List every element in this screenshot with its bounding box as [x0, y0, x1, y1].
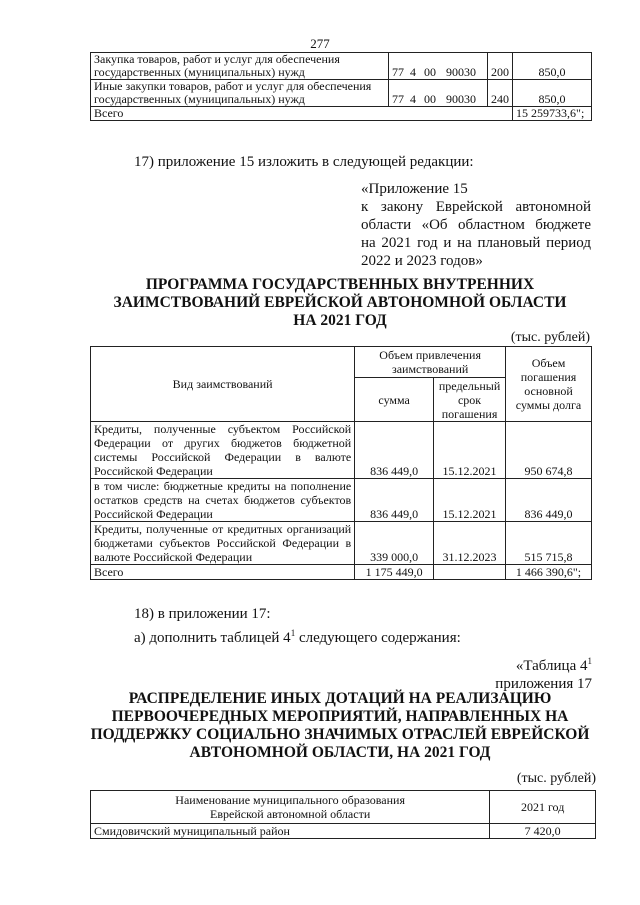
table-row — [91, 80, 592, 107]
top-row-sum: 850,0 — [513, 53, 592, 80]
distribution-title: РАСПРЕДЕЛЕНИЕ ИНЫХ ДОТАЦИЙ НА РЕАЛИЗАЦИЮ ПЕРВООЧЕРЕДНЫХ МЕРОПРИЯТИЙ, НАПРАВЛЕННЫХ НА ПОДДЕРЖКУ СОЦИАЛЬНО ЗНАЧИМЫХ ОТРАСЛЕЙ ЕВРЕЙСКОЙ АВТОНОМНОЙ ОБЛАСТИ, НА 2021 ГОД — [90, 690, 590, 761]
municipality-value: 7 420,0 — [490, 824, 596, 839]
appendix-line: «Приложение 15 — [361, 181, 468, 197]
header-repay: Объем погашения основной суммы долга — [506, 347, 592, 422]
header-sum: сумма — [355, 378, 434, 422]
municipality-name: Смидовичский муниципальный район — [91, 824, 490, 839]
item-18a: а) дополнить таблицей $4^1$ следующего содержания: — [134, 628, 461, 646]
top-row-vr: 240 — [488, 80, 513, 107]
appendix-line: области «Об областном бюджете — [361, 217, 591, 233]
loan-sum: 836 449,0 — [355, 422, 434, 479]
table-row — [91, 479, 592, 522]
appendix-line: 2022 и 2023 годов» — [361, 253, 483, 269]
loan-name: в том числе: бюджетные кредиты на пополнение остатков средств на счетах бюджетов субъектов Российской Федерации — [91, 479, 355, 522]
header-municipality: Наименование муниципального образования Еврейской автономной области — [91, 791, 490, 824]
item-18: 18) в приложении 17: — [134, 606, 271, 622]
loan-term: 15.12.2021 — [434, 479, 506, 522]
header-kind: Вид заимствований — [91, 347, 355, 422]
loans-table — [90, 346, 592, 580]
header-year: 2021 год — [490, 791, 596, 824]
top-total-label: Всего — [91, 107, 513, 121]
top-row-vr: 200 — [488, 53, 513, 80]
table-row — [91, 107, 592, 121]
header-attract: Объем привлечения заимствований — [355, 347, 506, 378]
loan-name: Кредиты, полученные от кредитных организаций бюджетами субъектов Российской Федерации в валюте Российской Федерации — [91, 522, 355, 565]
table-row — [91, 422, 592, 479]
loans-total-sum: 1 175 449,0 — [355, 565, 434, 580]
unit-label: (тыс. рублей) — [516, 771, 596, 786]
loan-repay: 836 449,0 — [506, 479, 592, 522]
loans-total-label: Всего — [91, 565, 355, 580]
loan-repay: 515 715,8 — [506, 522, 592, 565]
loan-sum: 339 000,0 — [355, 522, 434, 565]
table-row — [91, 53, 592, 80]
appendix-line: на 2021 год и на плановый период — [361, 235, 591, 251]
loans-total-term — [434, 565, 506, 580]
top-row-name: Закупка товаров, работ и услуг для обеспечения государственных (муниципальных) нужд — [91, 53, 389, 80]
loan-term: 31.12.2023 — [434, 522, 506, 565]
loan-repay: 950 674,8 — [506, 422, 592, 479]
table4-caption: «Таблица $4^1$ приложения 17 — [495, 656, 592, 692]
table-row — [91, 824, 596, 839]
appendix-15-note — [361, 180, 591, 270]
top-row-code: 77 4 00 90030 — [388, 53, 487, 80]
item-17: 17) приложение 15 изложить в следующей редакции: — [134, 154, 474, 170]
page-number: 277 — [310, 36, 330, 51]
appendix-line: к закону Еврейской автономной — [361, 199, 591, 215]
top-row-name: Иные закупки товаров, работ и услуг для обеспечения государственных (муниципальных) нужд — [91, 80, 389, 107]
top-total-value: 15 259733,6"; — [513, 107, 592, 121]
program-title: ПРОГРАММА ГОСУДАРСТВЕННЫХ ВНУТРЕННИХ ЗАИМСТВОВАНИЙ ЕВРЕЙСКОЙ АВТОНОМНОЙ ОБЛАСТИ НА 2021 ГОД — [113, 276, 567, 329]
loan-name: Кредиты, полученные субъектом Российской Федерации от других бюджетов бюджетной системы Российской Федерации в валюте Российской Федерации — [91, 422, 355, 479]
distribution-table — [90, 790, 596, 839]
top-table — [90, 52, 592, 121]
top-row-sum: 850,0 — [513, 80, 592, 107]
table-row — [91, 522, 592, 565]
loans-total-repay: 1 466 390,6"; — [506, 565, 592, 580]
loan-sum: 836 449,0 — [355, 479, 434, 522]
header-term: предельный срок погашения — [434, 378, 506, 422]
top-row-code: 77 4 00 90030 — [388, 80, 487, 107]
unit-label: (тыс. рублей) — [510, 330, 590, 345]
table-row — [91, 565, 592, 580]
loan-term: 15.12.2021 — [434, 422, 506, 479]
